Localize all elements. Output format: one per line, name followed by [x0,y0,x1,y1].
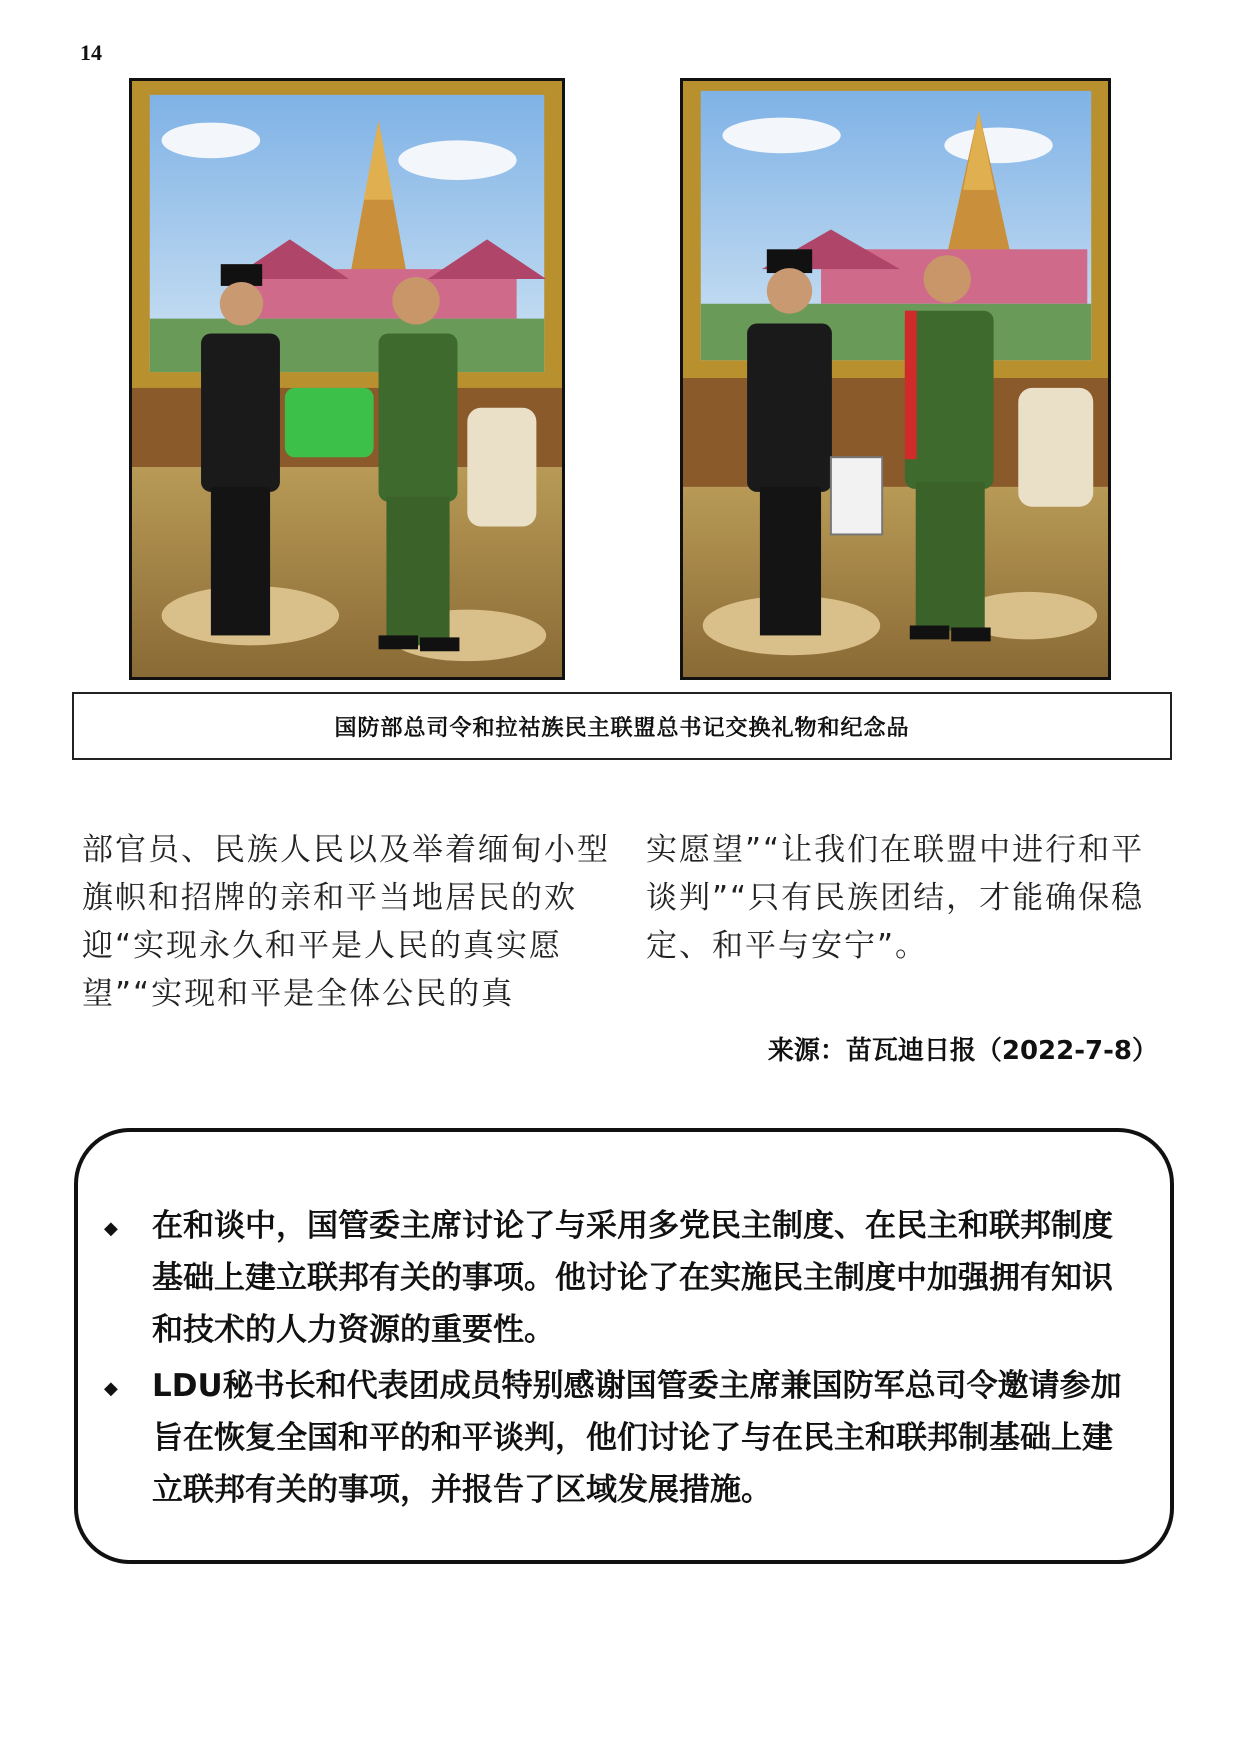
summary-list [104,1200,1140,1516]
photo-handshake [680,78,1111,680]
summary-item [104,1360,1140,1516]
photo-caption: 国防部总司令和拉祜族民主联盟总书记交换礼物和纪念品 [72,692,1172,760]
photo-handshake-gift-bag-icon [683,81,1108,677]
photo-gift-basket-exchange-icon [132,81,562,677]
summary-box [74,1128,1174,1564]
source-citation: 来源：苗瓦迪日报（2022-7-8） [767,1036,1158,1066]
diamond-bullet-icon: ◆ [104,1218,118,1239]
page-number: 14 [80,40,102,65]
photo-gift-exchange [129,78,565,680]
summary-item-text: LDU秘书长和代表团成员特别感谢国管委主席兼国防军总司令邀请参加旨在恢复全国和平的和平谈判，他们讨论了与在民主和联邦制基础上建立联邦有关的事项，并报告了区域发展措施。 [152,1368,1122,1508]
diamond-bullet-icon: ◆ [104,1378,118,1399]
article-left-column: 部官员、民族人民以及举着缅甸小型旗帜和招牌的亲和平当地居民的欢迎“实现永久和平是人民的真实愿望”“实现和平是全体公民的真 [82,832,610,1012]
summary-item [104,1200,1140,1356]
summary-item-text: 在和谈中，国管委主席讨论了与采用多党民主制度、在民主和联邦制度基础上建立联邦有关的事项。他讨论了在实施民主制度中加强拥有知识和技术的人力资源的重要性。 [152,1208,1113,1348]
article-right-column: 实愿望”“让我们在联盟中进行和平谈判”“只有民族团结，才能确保稳定、和平与安宁”。 [646,832,1145,964]
